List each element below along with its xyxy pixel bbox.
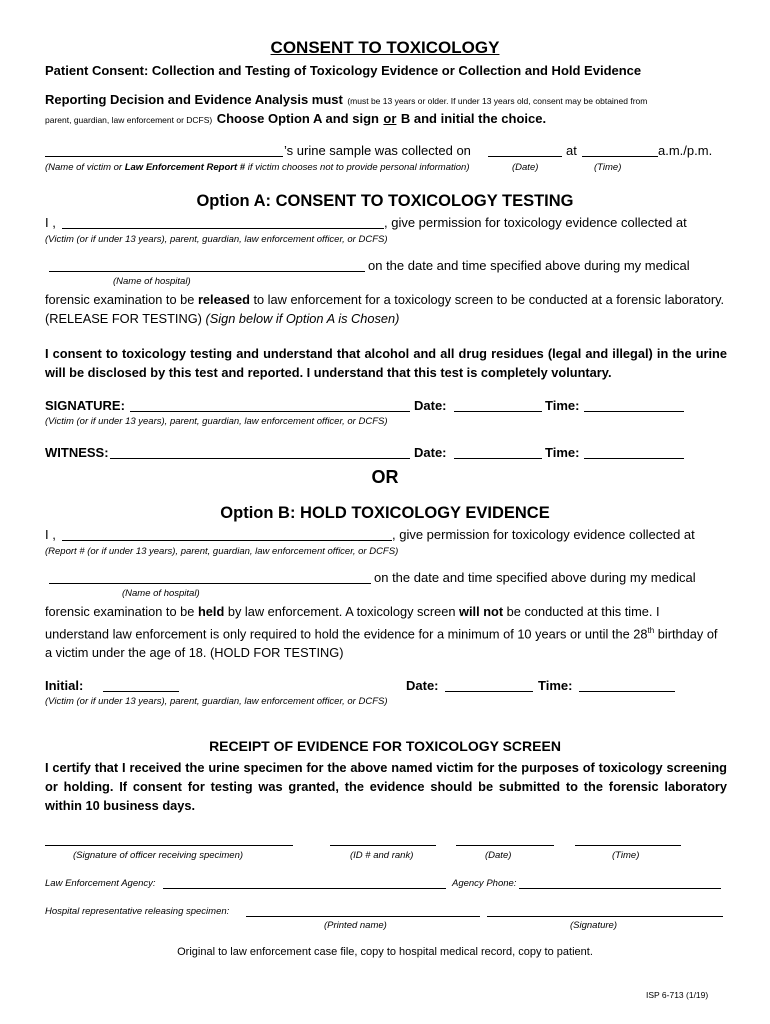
option-a-on-date: on the date and time specified above during my medical — [368, 258, 690, 273]
reporting-lead: Reporting Decision and Evidence Analysis must — [45, 92, 343, 107]
initial-caption: (Victim (or if under 13 years), parent, guardian, law enforcement officer, or DCFS) — [45, 696, 388, 707]
agency-phone-field[interactable] — [519, 888, 721, 889]
hospital-rep-printed-field[interactable] — [246, 916, 480, 917]
witness-label: WITNESS: — [45, 445, 109, 460]
option-a-para-post: to law enforcement for a toxicology screen to be conducted at a forensic laboratory. (RELEASE FOR TESTING) — [45, 292, 725, 326]
ampm-text: a.m./p.m. — [658, 143, 713, 158]
option-a-para-italic: (Sign below if Option A is Chosen) — [205, 311, 400, 326]
cap-signature: (Signature) — [570, 920, 617, 931]
witness-time-label: Time: — [545, 445, 580, 460]
option-b-paragraph — [45, 602, 727, 662]
choose-option-b: B and initial the choice. — [400, 111, 547, 126]
caption-date: (Date) — [512, 162, 539, 173]
initial-time-field[interactable] — [579, 691, 675, 692]
witness-date-field[interactable] — [454, 458, 542, 459]
caption-rest: if victim chooses not to provide personal information) — [247, 162, 470, 173]
cap-id-rank: (ID # and rank) — [350, 850, 414, 861]
option-a-i: I , — [45, 215, 56, 230]
witness-field[interactable] — [110, 458, 410, 459]
witness-time-field[interactable] — [584, 458, 684, 459]
option-a-permission: , give permission for toxicology evidence collected at — [384, 215, 687, 230]
signature-field[interactable] — [130, 411, 410, 412]
collection-date-field[interactable] — [488, 156, 562, 157]
receipt-date-field[interactable] — [456, 845, 554, 846]
caption-report-number: Law Enforcement Report # — [124, 162, 246, 173]
agency-field[interactable] — [163, 888, 446, 889]
officer-id-field[interactable] — [330, 845, 436, 846]
agency-label: Law Enforcement Agency: — [45, 878, 156, 889]
signature-caption: (Victim (or if under 13 years), parent, guardian, law enforcement officer, or DCFS) — [45, 416, 388, 427]
initial-date-field[interactable] — [445, 691, 533, 692]
or-word: or — [383, 111, 397, 126]
option-a-hospital-field[interactable] — [49, 271, 365, 272]
option-b-para-pre: forensic examination to be — [45, 604, 195, 619]
signature-date-label: Date: — [414, 398, 447, 413]
option-b-para-bold2: will not — [459, 604, 504, 619]
option-b-on-date: on the date and time specified above during my medical — [374, 570, 696, 585]
cap-printed-name: (Printed name) — [324, 920, 387, 931]
signature-label: SIGNATURE: — [45, 398, 125, 413]
caption-name: (Name of victim or — [45, 162, 123, 173]
distribution-note: Original to law enforcement case file, copy to hospital medical record, copy to patient. — [177, 946, 593, 958]
initial-time-label: Time: — [538, 678, 573, 693]
option-b-para-bold1: held — [197, 604, 225, 619]
reporting-note: (must be 13 years or older. If under 13 years old, consent may be obtained from — [347, 96, 648, 106]
option-b-report-field[interactable] — [62, 540, 392, 541]
consent-text: I consent to toxicology testing and understand that alcohol and all drug residues (legal and illegal) in the urine will be disclosed by this test and reported. I understand that this test is completely voluntary. — [45, 346, 727, 380]
or-divider: OR — [371, 467, 399, 487]
option-b-report-caption: (Report # (or if under 13 years), parent, guardian, law enforcement officer, or DCFS) — [45, 546, 399, 557]
option-b-heading: Option B: HOLD TOXICOLOGY EVIDENCE — [220, 504, 550, 522]
subtitle: Patient Consent: Collection and Testing of Toxicology Evidence or Collection and Hold Evidence — [45, 63, 642, 78]
option-a-para-pre: forensic examination to be — [45, 292, 195, 307]
reporting-line-2 — [45, 110, 546, 128]
option-a-victim-caption: (Victim (or if under 13 years), parent, guardian, law enforcement officer, or DCFS) — [45, 234, 388, 245]
option-b-para-end: birthday of a victim under the age of 18. (HOLD FOR TESTING) — [45, 626, 718, 661]
option-b-hospital-field[interactable] — [49, 583, 371, 584]
option-a-victim-field[interactable] — [62, 228, 384, 229]
hospital-rep-label: Hospital representative releasing specimen: — [45, 906, 230, 917]
signature-date-field[interactable] — [454, 411, 542, 412]
reporting-line — [45, 91, 647, 109]
option-b-permission: , give permission for toxicology evidence collected at — [392, 527, 695, 542]
receipt-text: I certify that I received the urine specimen for the above named victim for the purposes of toxicology screening or holding. If consent for testing was granted, the evidence should be submitted to the forensic laboratory within 10 business days. — [45, 760, 727, 813]
form-id: ISP 6-713 (1/19) — [646, 990, 709, 1000]
receipt-heading: RECEIPT OF EVIDENCE FOR TOXICOLOGY SCREEN — [209, 738, 561, 754]
option-b-i: I , — [45, 527, 56, 542]
option-b-para-post: be conducted at this time. I understand law enforcement is only required to hold the evidence for a minimum of 10 years or until the 28 — [45, 604, 660, 642]
page-title: CONSENT TO TOXICOLOGY — [270, 38, 500, 57]
caption-time: (Time) — [594, 162, 622, 173]
initial-date-label: Date: — [406, 678, 439, 693]
cap-receipt-date: (Date) — [485, 850, 512, 861]
sample-caption — [45, 162, 470, 173]
collection-time-field[interactable] — [582, 156, 658, 157]
witness-date-label: Date: — [414, 445, 447, 460]
choose-option-a: Choose Option A and sign — [216, 111, 379, 126]
receipt-time-field[interactable] — [575, 845, 681, 846]
cap-officer-signature: (Signature of officer receiving specimen) — [73, 850, 244, 861]
hospital-rep-signature-field[interactable] — [487, 916, 723, 917]
option-a-heading: Option A: CONSENT TO TOXICOLOGY TESTING — [196, 192, 574, 210]
option-a-paragraph — [45, 290, 727, 328]
option-b-hospital-caption: (Name of hospital) — [122, 588, 200, 599]
initial-field[interactable] — [103, 691, 179, 692]
signature-time-field[interactable] — [584, 411, 684, 412]
option-a-hospital-caption: (Name of hospital) — [113, 276, 191, 287]
option-a-para-bold: released — [197, 292, 250, 307]
cap-receipt-time: (Time) — [612, 850, 640, 861]
reporting-note-2: parent, guardian, law enforcement or DCFS) — [45, 115, 213, 125]
victim-name-field[interactable] — [45, 156, 283, 157]
option-b-para-sup: th — [647, 626, 655, 635]
initial-label: Initial: — [45, 678, 84, 693]
option-b-para-mid: by law enforcement. A toxicology screen — [227, 604, 456, 619]
at-text: at — [566, 143, 577, 158]
sample-collected-text: ’s urine sample was collected on — [284, 143, 471, 158]
agency-phone-label: Agency Phone: — [452, 878, 517, 889]
signature-time-label: Time: — [545, 398, 580, 413]
officer-signature-field[interactable] — [45, 845, 293, 846]
